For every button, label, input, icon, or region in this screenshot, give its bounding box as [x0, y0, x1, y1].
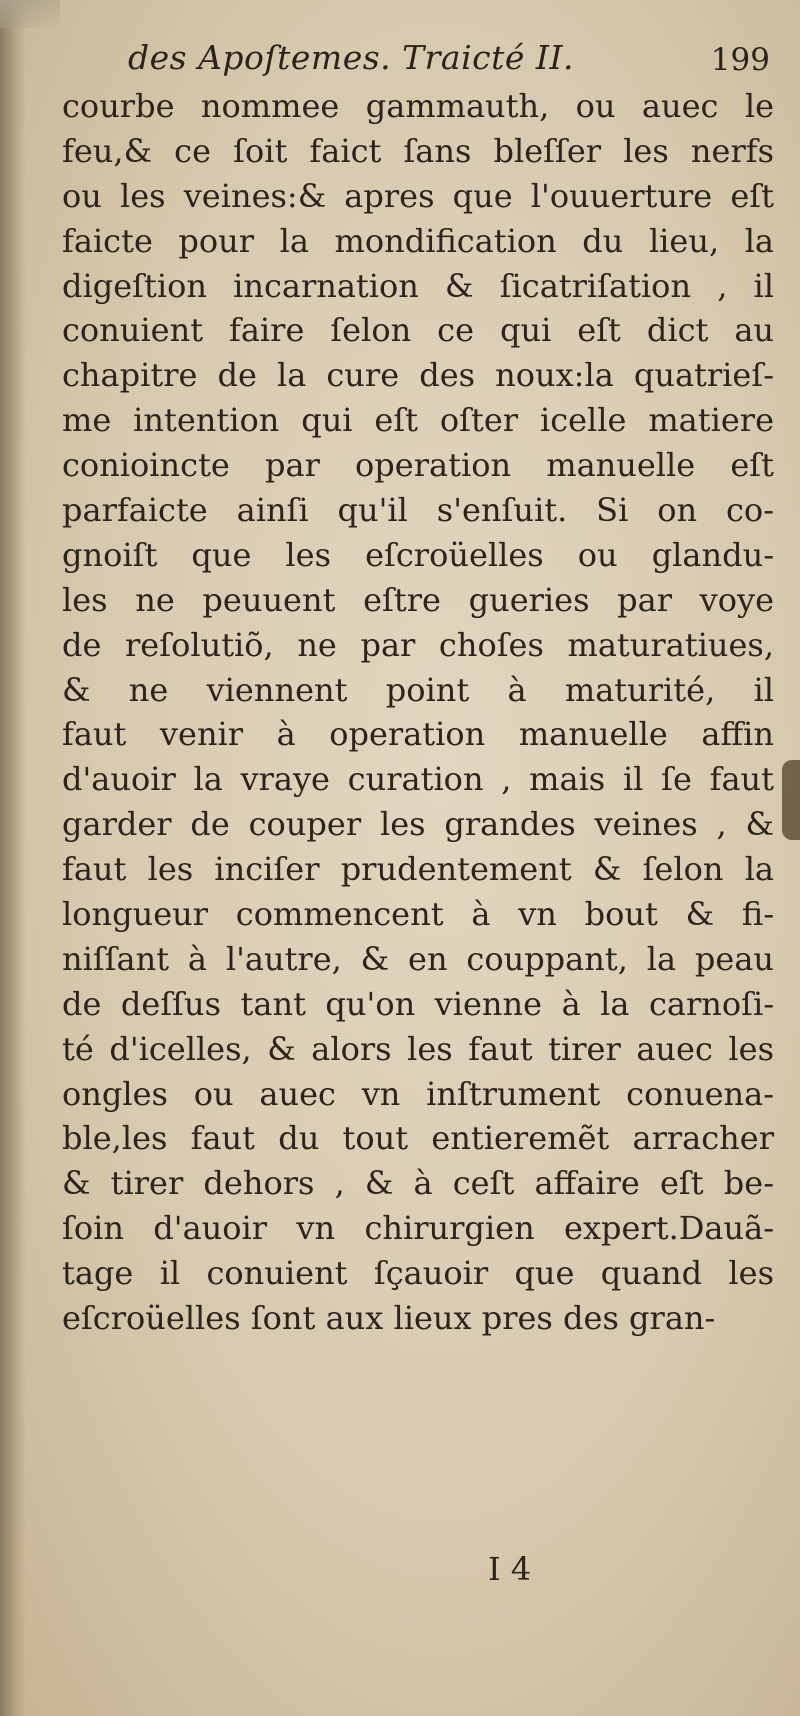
text-line: parfaicte ainſi qu'il s'enſuit. Si on co- [62, 491, 774, 530]
page-edge-stain [782, 760, 800, 840]
text-line: feu,& ce ſoit faict ſans bleſſer les nerfs [62, 131, 774, 170]
page-number: 199 [710, 42, 770, 78]
text-line: faut venir à operation manuelle affin [62, 715, 774, 754]
text-line: les ne peuuent eſtre gueries par voye [62, 580, 774, 619]
text-line: ſoin d'auoir vn chirurgien expert.Dauã- [62, 1209, 774, 1248]
body-text [62, 84, 774, 1341]
running-head: des Apoſtemes. Traicté II. [128, 38, 574, 77]
text-line: ou les veines:& apres que l'ouuerture eſt [62, 176, 774, 215]
text-line: ble,les faut du tout entieremẽt arracher [62, 1119, 774, 1158]
page-corner-mark [0, 0, 60, 28]
text-line: d'auoir la vraye curation , mais il ſe faut [62, 760, 774, 799]
text-line: té d'icelles, & alors les faut tirer auec les [62, 1029, 774, 1068]
text-line: digeſtion incarnation & ſicatriſation , il [62, 266, 774, 305]
text-line: de deſſus tant qu'on vienne à la carnoſi- [62, 984, 774, 1023]
text-line: faut les inciſer prudentement & ſelon la [62, 850, 774, 889]
text-line: conioincte par operation manuelle eſt [62, 446, 774, 485]
text-line: de reſolutiõ, ne par choſes maturatiues, [62, 625, 774, 664]
text-line: & tirer dehors , & à ceſt affaire eſt be- [62, 1164, 774, 1203]
text-line: courbe nommee gammauth, ou auec le [62, 87, 774, 125]
text-line: ongles ou auec vn inſtrument conuena- [62, 1074, 774, 1113]
text-line: tage il conuient ſçauoir que quand les [62, 1254, 774, 1293]
text-line: gnoiſt que les eſcroüelles ou glandu- [62, 535, 774, 574]
page-header [128, 38, 780, 88]
text-line: chapitre de la cure des noux:la quatrieſ- [62, 356, 774, 395]
text-line: eſcroüelles ſont aux lieux pres des gran- [62, 1299, 716, 1338]
text-line: garder de couper les grandes veines , & [62, 805, 774, 844]
text-line: longueur commencent à vn bout & fi- [62, 895, 774, 934]
signature-mark: I 4 [488, 1550, 532, 1588]
text-line: faicte pour la mondification du lieu, la [62, 221, 774, 260]
text-line: me intention qui eſt oſter icelle matiere [62, 401, 774, 440]
text-line: & ne viennent point à maturité, il [62, 670, 774, 709]
text-line: niſſant à l'autre, & en couppant, la peau [62, 939, 774, 978]
page-gutter [0, 0, 26, 1716]
text-line: conuient faire ſelon ce qui eſt dict au [62, 311, 774, 350]
